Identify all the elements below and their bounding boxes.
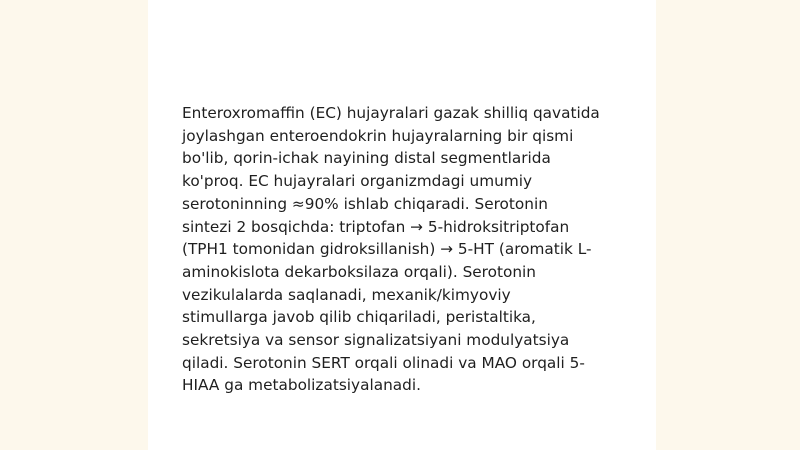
paragraph-line: sekretsiya va sensor signalizatsiyani modulyatsiya [182, 331, 570, 350]
paragraph-line: bo'lib, qorin-ichak nayining distal segmentlarida [182, 149, 551, 168]
paragraph-line: (TPH1 tomonidan gidroksillanish) → 5-HT (aromatik L- [182, 240, 592, 259]
paragraph-line: Enteroxromaffin (EC) hujayralari gazak shilliq qavatida [182, 104, 600, 122]
paragraph-line: serotoninning ≈90% ishlab chiqaradi. Serotonin [182, 194, 548, 213]
paragraph-line: HIAA ga metabolizatsiyalanadi. [182, 376, 421, 395]
paragraph-line: qiladi. Serotonin SERT orqali olinadi va MAO orqali 5- [182, 353, 585, 372]
paragraph-line: stimullarga javob qilib chiqariladi, peristaltika, [182, 308, 536, 327]
paragraph-line: vezikulalarda saqlanadi, mexanik/kimyoviy [182, 285, 511, 304]
paragraph-line: aminokislota dekarboksilaza orqali). Serotonin [182, 262, 536, 281]
paragraph-line: ko'proq. EC hujayralari organizmdagi umumiy [182, 172, 533, 191]
body-paragraph [182, 102, 632, 397]
paragraph-line: sintezi 2 bosqichda: triptofan → 5-hidroksitriptofan [182, 217, 570, 236]
document-page [148, 0, 656, 450]
paragraph-line: joylashgan enteroendokrin hujayralarning bir qismi [182, 126, 574, 145]
